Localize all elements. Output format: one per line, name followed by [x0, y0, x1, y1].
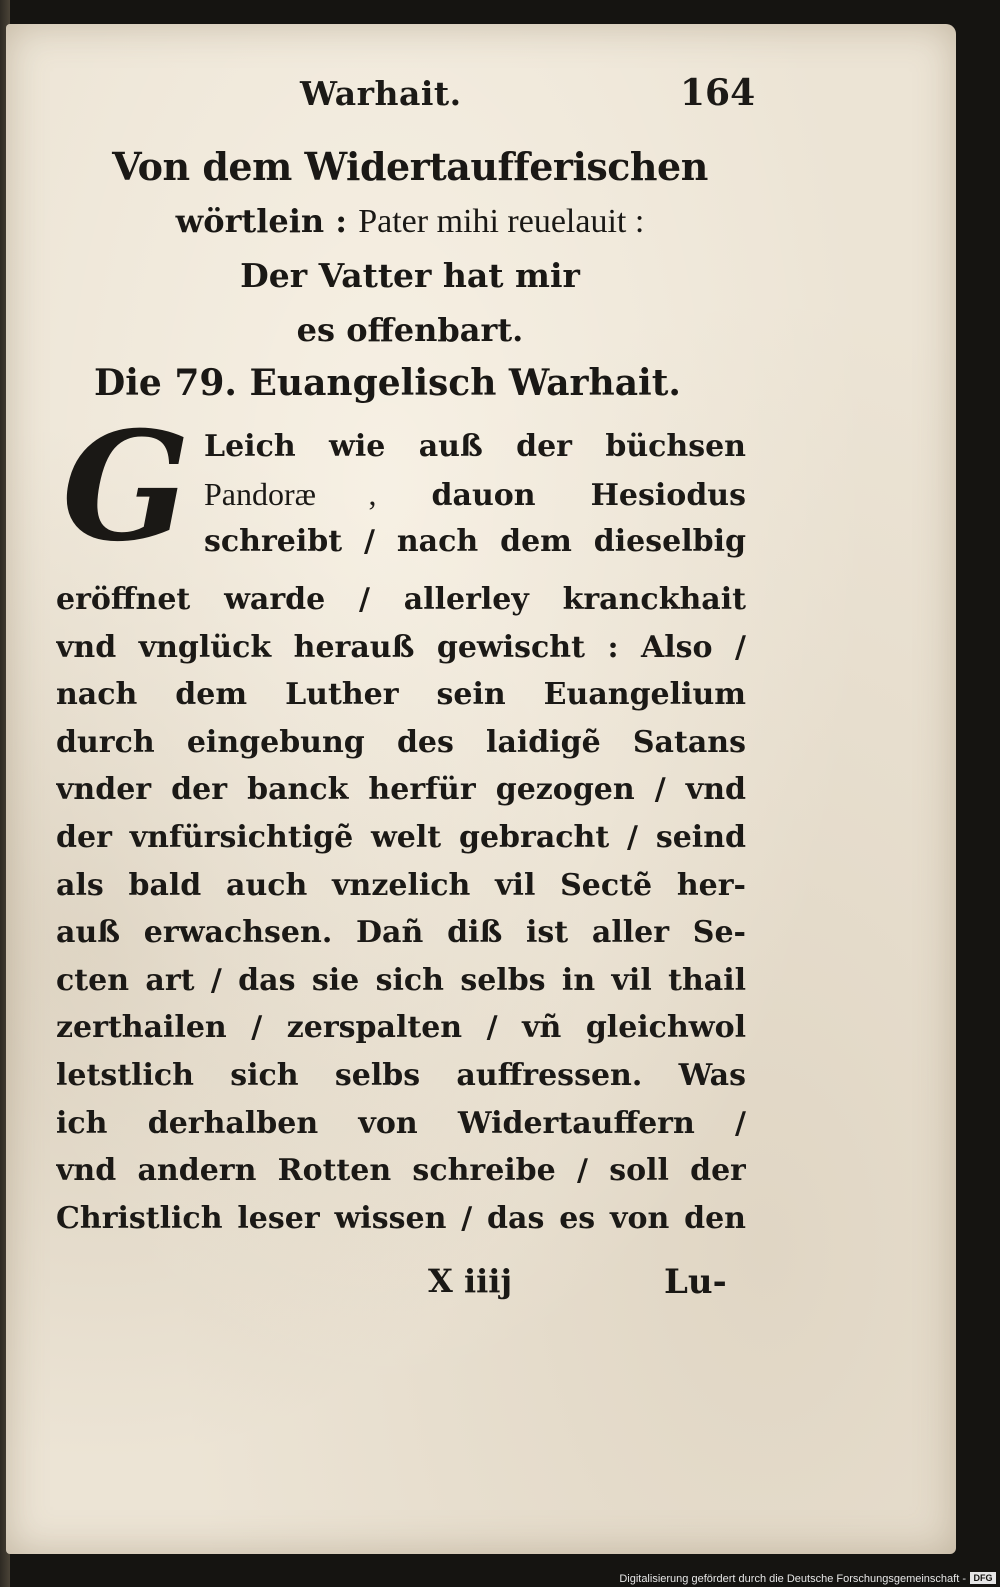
body-line: vnd andern Rotten schreibe / soll der: [56, 1153, 746, 1189]
body-line: Leich wie auß der büchsen: [204, 429, 746, 464]
dfg-logo: DFG: [970, 1572, 996, 1584]
heading-line-3: Der Vatter hat mir: [240, 256, 580, 295]
digitization-credit: Digitalisierung gefördert durch die Deutsche Forschungsgemeinschaft -: [619, 1573, 966, 1585]
body-line: eröffnet warde / allerley kranckhait: [56, 582, 746, 617]
section-title: Die 79. Euangelisch Warhait.: [94, 362, 681, 404]
chapter-heading: [60, 140, 760, 357]
body-line: nach dem Luther sein Euangelium: [56, 677, 746, 713]
body-line: vnd vnglück herauß gewischt : Also /: [56, 629, 746, 665]
body-text: [56, 576, 746, 1242]
body-line: cten art / das sie sich selbs in vil thail: [56, 962, 746, 998]
drop-cap-initial: G: [61, 399, 191, 575]
catchword: Lu-: [664, 1262, 727, 1302]
body-line: als bald auch vnzelich vil Sectẽ her-: [56, 867, 746, 903]
heading-line-2: [60, 194, 760, 249]
page-number: 164: [680, 72, 756, 114]
body-line: letstlich sich selbs auffressen. Was: [56, 1057, 746, 1093]
body-line: zerthailen / zerspalten / vñ gleichwol: [56, 1010, 746, 1046]
heading-line-2-german: wörtlein :: [175, 202, 359, 240]
body-line: vnder der banck herfür gezogen / vnd: [56, 772, 746, 808]
body-text-indented: [56, 423, 746, 566]
latin-word: Pandoræ ,: [204, 475, 377, 512]
body-line-rest: dauon Hesiodus: [431, 477, 746, 513]
body-line: ich derhalben von Widertauffern /: [56, 1105, 746, 1141]
body-line: durch eingebung des laidigẽ Satans: [56, 724, 746, 760]
signature-mark: X iiij: [428, 1262, 513, 1300]
body-line: der vnfürsichtigẽ welt gebracht / seind: [56, 819, 746, 855]
body-line: auß erwachsen. Dañ diß ist aller Se-: [56, 915, 746, 951]
latin-phrase: Pater mihi reuelauit :: [358, 203, 645, 240]
heading-line-4: es offenbart.: [296, 311, 524, 349]
running-head: Warhait.: [300, 74, 462, 113]
body-line: schreibt / nach dem dieselbig: [204, 524, 746, 560]
heading-line-1: Von dem Widertaufferischen: [112, 144, 708, 189]
body-line: [56, 471, 746, 519]
body-line: Christlich leser wissen / das es von den: [56, 1200, 746, 1236]
